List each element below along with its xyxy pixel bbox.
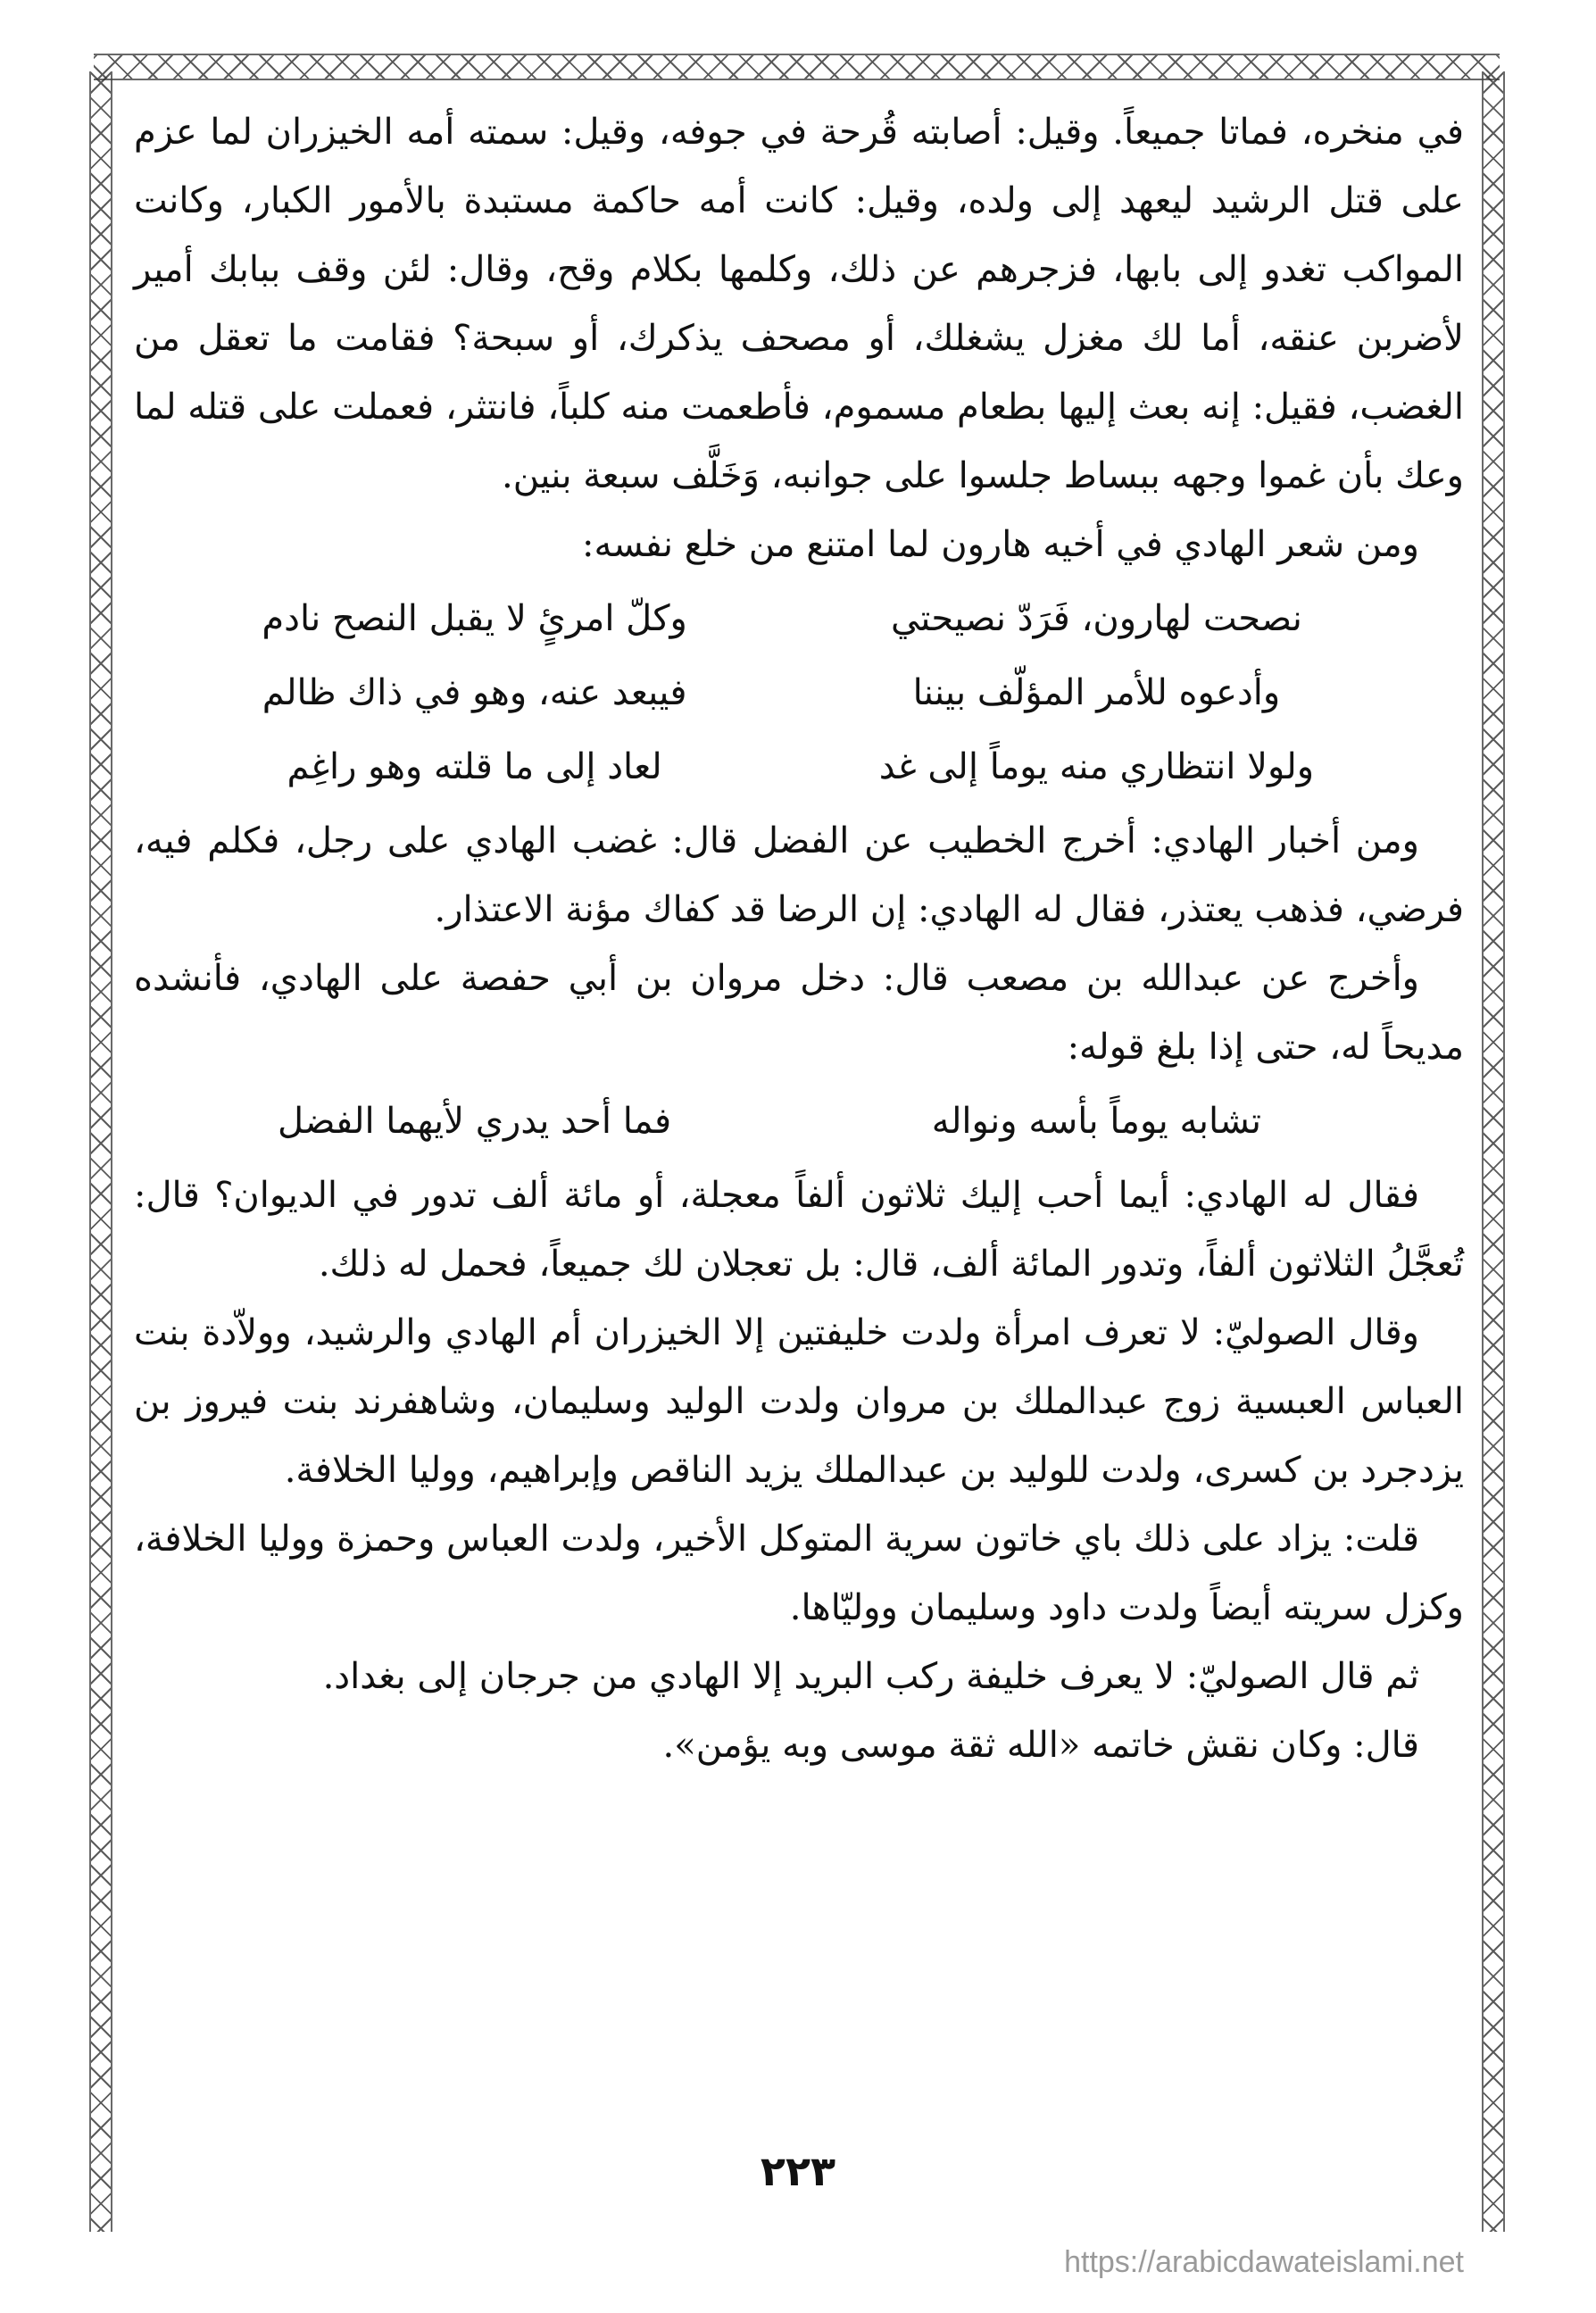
poem-verse bbox=[134, 733, 1464, 802]
paragraph-question: فقال له الهادي: أيما أحب إليك ثلاثون ألفاً معجلة، أو مائة ألف تدور في الديوان؟ قال: تُعجَّلُ الثلاثون ألفاً، وتدور المائة ألف، قال: بل تعجلان لك جميعاً، فحمل له ذلك. bbox=[134, 1175, 1464, 1285]
paragraph-barid: ثم قال الصوليّ: لا يعرف خليفة ركب البريد إلا الهادي من جرجان إلى بغداد. bbox=[322, 1656, 1419, 1697]
paragraph-death: في منخره، فماتا جميعاً. وقيل: أصابته قُرحة في جوفه، وقيل: سمته أمه الخيزران لما عزم على قتل الرشيد ليعهد إلى ولده، وقيل: كانت أمه حاكمة مستبدة بالأمور الكبار، وكانت المواكب تغدو إلى بابها، فزجرهم عن ذلك، وكلمها بكلام وقح، وقال: لئن وقف ببابك أمير لأضربن عنقه، أما لك مغزل يشغلك، أو مصحف يذكرك، أو سبحة؟ فقامت ما تعقل من الغضب، فقيل: إنه بعث إليها بطعام مسموم، فأطعمت منه كلباً، فانتثر، فعملت على قتله لما وعك بأن غموا وجهه ببساط جلسوا على جوانبه، وَخَلَّف سبعة بنين. bbox=[134, 112, 1464, 496]
verse-second-hemistich: فيبعد عنه، وهو في ذاك ظالم bbox=[262, 672, 687, 713]
poem-verse bbox=[134, 659, 1464, 728]
poem-verse bbox=[134, 1087, 1464, 1156]
verse-first-hemistich: ولولا انتظاري منه يوماً إلى غد bbox=[878, 746, 1315, 787]
paragraph-qultu: قلت: يزاد على ذلك باي خاتون سرية المتوكل الأخير، ولدت العباس وحمزة ووليا الخلافة، وكزل سريته أيضاً ولدت داود وسليمان ووليّاها. bbox=[134, 1518, 1464, 1628]
ornamental-border-right bbox=[1482, 71, 1505, 2232]
verse-first-hemistich: تشابه يوماً بأسه ونواله bbox=[931, 1101, 1262, 1142]
verse-second-hemistich: وكلّ امرئٍ لا يقبل النصح نادم bbox=[262, 598, 687, 639]
verse-second-hemistich: فما أحد يدري لأيهما الفضل bbox=[278, 1101, 672, 1142]
verse-first-hemistich: وأدعوه للأمر المؤلّف بيننا bbox=[912, 672, 1281, 713]
verse-second-hemistich: لعاد إلى ما قلته وهو راغِم bbox=[287, 746, 662, 787]
page-number: ٢٢٣ bbox=[760, 2147, 836, 2195]
paragraph-khatam: قال: وكان نقش خاتمه «الله ثقة موسى وبه يؤمن». bbox=[662, 1725, 1419, 1766]
poem-verse bbox=[134, 585, 1464, 653]
page-text bbox=[134, 98, 1464, 1780]
paragraph-marwan: وأخرج عن عبدالله بن مصعب قال: دخل مروان بن أبي حفصة على الهادي، فأنشده مديحاً له، حتى إذا بلغ قوله: bbox=[134, 958, 1464, 1068]
paragraph-akhbar: ومن أخبار الهادي: أخرج الخطيب عن الفضل قال: غضب الهادي على رجل، فكلم فيه، فرضي، فذهب يعتذر، فقال له الهادي: إن الرضا قد كفاك مؤنة الاعتذار. bbox=[134, 820, 1464, 930]
ornamental-border-top bbox=[94, 54, 1500, 80]
paragraph-suli: وقال الصوليّ: لا تعرف امرأة ولدت خليفتين إلا الخيزران أم الهادي والرشيد، وولاّدة بنت العباس العبسية زوج عبدالملك بن مروان ولدت الوليد وسليمان، وشاهفرند بنت فيروز بن يزدجرد بن كسرى، ولدت للوليد بن عبدالملك يزيد الناقص وإبراهيم، ووليا الخلافة. bbox=[134, 1312, 1464, 1491]
verse-first-hemistich: نصحت لهارون، فَرَدّ نصيحتي bbox=[890, 598, 1302, 639]
ornamental-border-left bbox=[89, 71, 112, 2232]
watermark-url: https://arabicdawateislami.net bbox=[1064, 2245, 1464, 2279]
paragraph-poem-intro: ومن شعر الهادي في أخيه هارون لما امتنع من خلع نفسه: bbox=[582, 524, 1419, 565]
